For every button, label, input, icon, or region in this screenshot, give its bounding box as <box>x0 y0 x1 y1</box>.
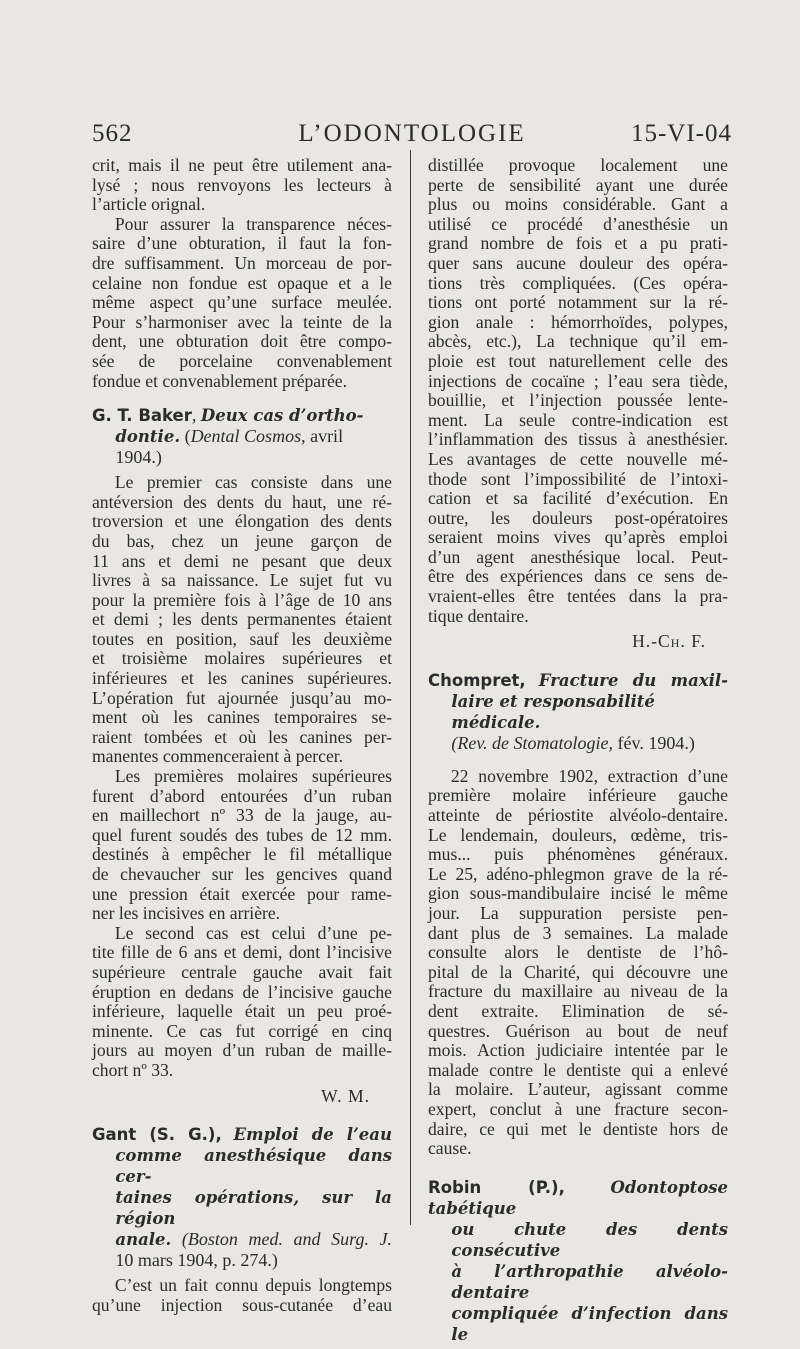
text-line: jour. La suppuration persiste pen- <box>428 903 728 923</box>
text-line: malade contre le dentiste qui a enlevé <box>428 1059 728 1080</box>
text-line: être des expériences dans ce sens de- <box>428 566 728 587</box>
article-heading-gant <box>92 1124 392 1270</box>
article-title: Odontoptose tabétique <box>428 1177 728 1218</box>
source-journal: (Rev. de Stomatologie, <box>451 732 614 753</box>
text-line: 22 novembre 1902, extraction d’une <box>450 765 728 786</box>
article-heading-robin <box>428 1177 728 1345</box>
text-line: tique dentaire. <box>428 605 529 626</box>
source-journal: Dental Cosmos <box>190 426 302 447</box>
text-line: mus... puis phénomènes généraux. <box>428 844 728 865</box>
text-line: dre suffisamment. Un morceau de por- <box>92 252 392 273</box>
text-line: vraient-elles être tentées dans la pra- <box>428 586 728 607</box>
article-title: Emploi de l’eau <box>233 1125 392 1145</box>
left-column <box>92 156 392 1315</box>
text-line: gion anale : hémorrhoïdes, polypes, <box>428 311 728 332</box>
text-line: Les premières molaires supérieures <box>114 766 392 787</box>
baker-paragraph-1 <box>92 473 392 767</box>
source-open: ( <box>184 426 191 447</box>
article-title-cont: taines opérations, sur la région <box>115 1188 392 1229</box>
source-journal: (Boston med. and Surg. J. <box>181 1229 393 1250</box>
article-title-cont: compliquée d’infection dans le <box>451 1303 728 1344</box>
text-line: Le lendemain, douleurs, œdème, tris- <box>428 824 728 845</box>
text-line: en maillechort nº 33 de la jauge, au- <box>92 805 392 826</box>
text-line: destinés à empêcher le fil métallique <box>92 844 392 865</box>
text-line: éruption en dedans de l’incisive gauche <box>92 981 392 1002</box>
column-divider <box>410 150 411 1225</box>
text-line: jours au moyen d’un ruban de maille- <box>92 1040 392 1061</box>
text-line: dant plus de 3 semaines. La malade <box>428 922 728 943</box>
text-line: sée de porcelaine convenablement <box>92 350 392 371</box>
text-line: du bas, chez un jeune garçon de <box>92 530 392 551</box>
text-line: fracture du maxillaire au niveau de la <box>428 981 728 1002</box>
text-line: Les avantages de cette nouvelle mé- <box>428 448 728 469</box>
article-title-cont: dontie. <box>115 427 181 447</box>
text-line: pital de la Charité, qui découvre une <box>428 961 728 982</box>
text-line: ment où les canines temporaires se- <box>92 707 392 728</box>
article-author: Chompret, <box>428 670 526 690</box>
article-title-cont: anale. <box>115 1230 172 1250</box>
text-line: atteinte de périostite alvéolo-dentaire. <box>428 805 728 826</box>
text-line: qu’une injection sous-cutanée d’eau <box>92 1294 392 1315</box>
signature-gant: H.-Ch. F. <box>632 631 706 652</box>
text-line: perte de sensibilité ayant une durée <box>428 174 728 195</box>
text-line: quel furent soudés des tubes de 12 mm. <box>92 824 392 845</box>
page-header <box>92 120 732 154</box>
text-line: inférieures et les canines supérieures. <box>92 668 392 689</box>
porcelain-paragraph <box>92 215 392 391</box>
text-line: ment. La seule contre-indication est <box>428 409 728 430</box>
text-line: chort nº 33. <box>92 1059 174 1080</box>
text-line: distillée provoque localement une <box>428 155 728 175</box>
text-line: utilisé ce procédé d’anesthésie un <box>428 213 728 234</box>
text-line: ploie est tout naturellement celle des <box>428 350 728 371</box>
text-line: C’est un fait connu depuis longtemps <box>114 1275 392 1296</box>
text-line: tite fille de 6 ans et demi, dont l’incisive <box>92 942 392 963</box>
text-line: lysé ; nous renvoyons les lecteurs à <box>92 174 392 195</box>
article-heading-chompret <box>428 670 728 753</box>
text-line: daire, ce qui met le dentiste hors de <box>428 1118 728 1139</box>
text-line: et troisième molaires supérieures et <box>92 648 392 669</box>
text-line: Le 25, adéno-phlegmon grave de la ré- <box>428 863 728 884</box>
text-line: toutes en position, sauf les deuxième <box>92 628 392 649</box>
issue-date: 15-VI-04 <box>630 120 732 147</box>
page-number: 562 <box>92 120 133 147</box>
text-line: de chevaucher sur les gencives quand <box>92 864 392 884</box>
text-line: et demi ; les dents permanentes étaient <box>92 609 392 630</box>
text-line: cause. <box>428 1138 472 1159</box>
text-line: injections de cocaïne ; l’eau sera tiède, <box>428 370 728 391</box>
text-line: grand nombre de fois et a pu prati- <box>428 233 728 254</box>
text-line: quer sans aucune douleur des opéra- <box>428 252 728 273</box>
signature-baker: W. M. <box>321 1085 370 1106</box>
text-line: saire d’une obturation, il faut la fon- <box>92 233 392 254</box>
text-line: d’un agent anesthésique local. Peut- <box>428 546 728 567</box>
text-line: bouillie, et l’injection poussée lente- <box>428 390 728 411</box>
text-line: outre, les douleurs post-opératoires <box>428 507 728 528</box>
source-details: fév. 1904.) <box>613 732 695 753</box>
source-details: , avril 1904.) <box>115 426 344 468</box>
text-line: manentes commenceraient à percer. <box>92 746 344 767</box>
author-comma: , <box>191 405 197 426</box>
text-line: Le premier cas consiste dans une <box>114 472 392 493</box>
text-line: fondue et convenablement préparée. <box>92 370 347 391</box>
text-line: Pour s’harmoniser avec la teinte de la <box>92 311 392 332</box>
journal-title: L’ODONTOLOGIE <box>298 120 526 147</box>
article-heading-baker <box>92 405 392 467</box>
text-line: antéversion des dents du haut, une ré- <box>92 491 392 512</box>
text-line: dent, une obturation doit être compo- <box>92 331 392 352</box>
text-line: abcès, etc.), La technique qu’il em- <box>428 331 728 352</box>
text-line: minente. Ce cas fut corrigé en cinq <box>92 1020 392 1041</box>
text-line: seraient moins vives qu’après emploi <box>428 527 728 548</box>
article-title-cont: comme anesthésique dans cer- <box>115 1146 392 1187</box>
text-line: même aspect qu’une surface meulée. <box>92 292 392 313</box>
text-line: mois. Action judiciaire intentée par le <box>428 1040 728 1061</box>
text-line: thode sont l’impossibilité de l’intoxi- <box>428 468 728 489</box>
chompret-paragraph <box>428 767 728 1159</box>
text-line: questres. Guérison au bout de neuf <box>428 1020 728 1041</box>
text-line: inférieure, laquelle était un peu proé- <box>92 1001 392 1022</box>
baker-paragraph-2 <box>92 767 392 924</box>
source-details: 10 mars 1904, p. 274.) <box>115 1250 278 1271</box>
article-author: Gant (S. G.), <box>92 1125 222 1145</box>
text-line: expert, conclut à une fracture secon- <box>428 1098 728 1119</box>
intro-paragraph <box>92 156 392 215</box>
text-line: cation et sa facilité d’exécution. En <box>428 488 728 509</box>
text-line: Le second cas est celui d’une pe- <box>114 922 392 943</box>
text-line: dent extraite. Elimination de sé- <box>428 1000 728 1021</box>
text-line: troversion et une élongation des dents <box>92 511 392 532</box>
gant-paragraph-continued <box>428 156 728 626</box>
article-title-cont: ou chute des dents consécutive <box>451 1219 728 1260</box>
article-author: G. T. Baker <box>92 406 192 426</box>
text-line: furent d’abord entourées d’un ruban <box>92 785 392 806</box>
article-title-cont: à l’arthropathie alvéolo-dentaire <box>451 1261 728 1302</box>
text-line: celaine non fondue est opaque et a le <box>92 272 392 293</box>
text-line: la molaire. L’auteur, agissant comme <box>428 1079 728 1100</box>
text-line: Pour assurer la transparence néces- <box>114 213 392 234</box>
gant-paragraph <box>92 1276 392 1315</box>
text-line: L’opération fut ajournée jusqu’au mo- <box>92 687 392 708</box>
text-line: livres à sa naissance. Le sujet fut vu <box>92 570 392 591</box>
text-line: l’inflammation des tissus à anesthésier. <box>428 429 728 450</box>
text-line: tions ont porté notamment sur la ré- <box>428 292 728 313</box>
text-line: première molaire inférieure gauche <box>428 785 728 806</box>
baker-paragraph-3 <box>92 924 392 1081</box>
text-line: pour la première fois à l’âge de 10 ans <box>92 589 392 610</box>
text-line: gion sous-mandibulaire incisé le même <box>428 883 728 904</box>
text-line: raient tombées et où les canines per- <box>92 726 392 747</box>
article-author: Robin (P.), <box>428 1177 565 1197</box>
text-line: supérieure centrale gauche avait fait <box>92 961 392 982</box>
text-line: crit, mais il ne peut être utilement ana- <box>92 155 392 175</box>
text-line: l’article orignal. <box>92 194 206 215</box>
text-line: ner les incisives en arrière. <box>92 903 281 924</box>
text-line: une pression était exercée pour rame- <box>92 883 392 904</box>
article-title: Fracture du maxil- <box>538 670 729 690</box>
right-column <box>428 156 728 1345</box>
article-title: Deux cas d’ortho- <box>200 406 364 426</box>
article-title-cont: laire et responsabilité médicale. <box>451 691 655 732</box>
text-line: tions très compliquées. (Ces opéra- <box>428 272 728 293</box>
text-line: 11 ans et demi ne pesant que deux <box>92 550 392 571</box>
text-line: consulte alors le dentiste de l’hô- <box>428 942 728 963</box>
text-line: plus ou moins considérable. Gant a <box>428 194 728 215</box>
